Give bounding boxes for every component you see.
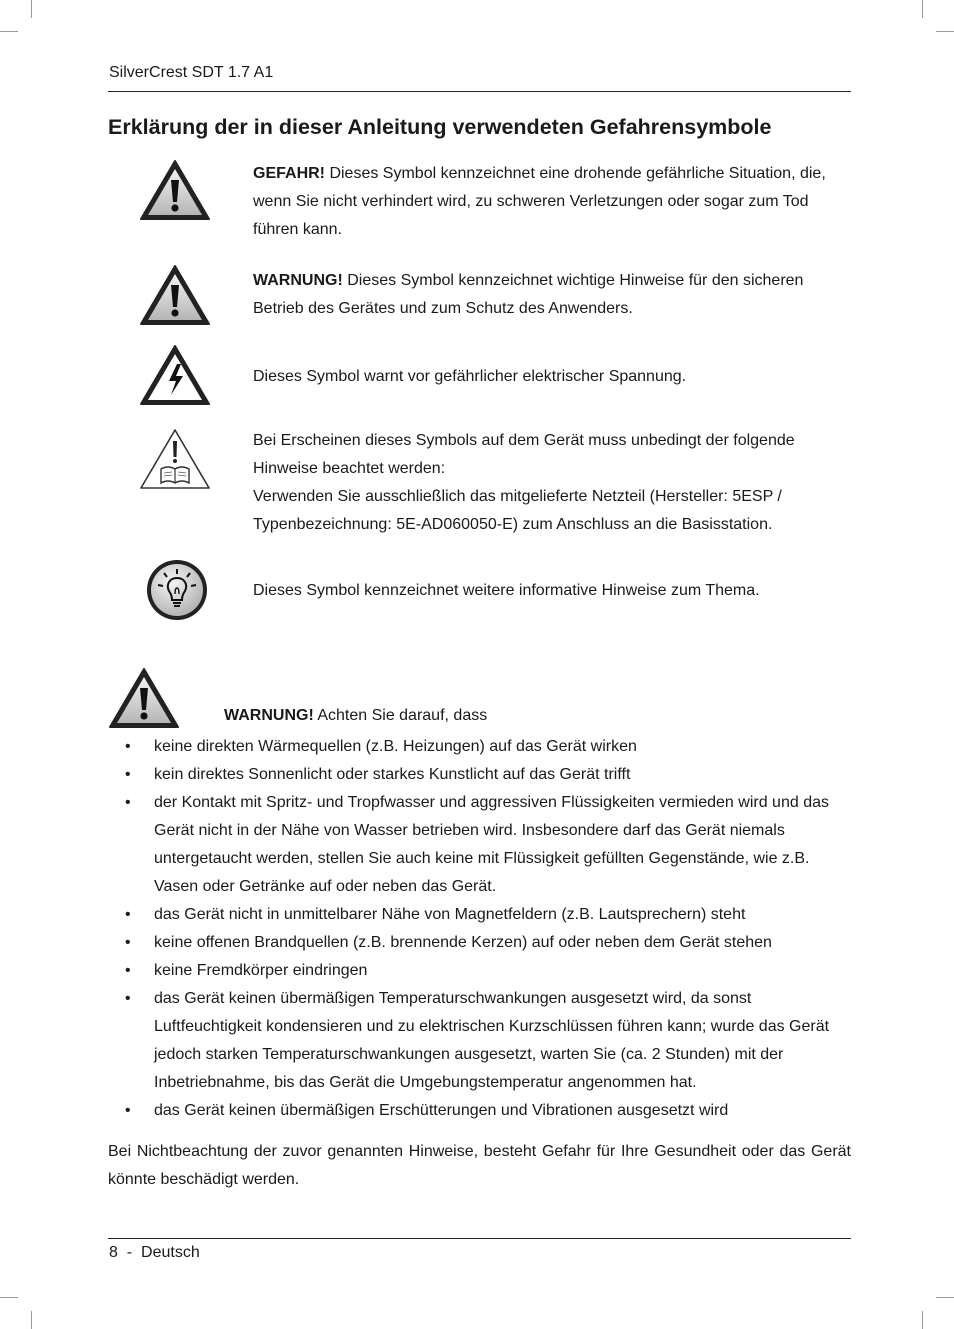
symbol-row-info (109, 558, 851, 624)
header-rule (108, 91, 851, 92)
list-item: • kein direktes Sonnenlicht oder starkes Kunstlicht auf das Gerät trifft (108, 761, 853, 789)
footer-separator: - (126, 1244, 133, 1261)
footer-language: Deutsch (141, 1244, 200, 1261)
crop-mark (31, 1311, 32, 1329)
crop-mark (922, 0, 923, 18)
symbol-label: GEFAHR! (253, 165, 325, 182)
read-manual-icon (139, 427, 211, 496)
symbol-text: Dieses Symbol kennzeichnet eine drohende gefährliche Situation, die, wenn Sie nicht verhindert wird, zu schweren Verletzungen oder sogar zum Tod führen kann. (253, 165, 826, 238)
crop-mark (0, 1297, 18, 1298)
symbol-label: WARNUNG! (253, 272, 343, 289)
symbol-description: Dieses Symbol warnt vor gefährlicher elektrischer Spannung. (253, 368, 687, 385)
list-item: • keine offenen Brandquellen (z.B. brennende Kerzen) auf oder neben dem Gerät stehen (108, 929, 853, 957)
symbol-text: Dieses Symbol kennzeichnet wichtige Hinweise für den sicheren Betrieb des Gerätes und zum Schutz des Anwenders. (253, 272, 804, 317)
list-item: • das Gerät keinen übermäßigen Erschütterungen und Vibrationen ausgesetzt wird (108, 1097, 853, 1125)
crop-mark (0, 31, 18, 32)
list-item: • keine direkten Wärmequellen (z.B. Heizungen) auf das Gerät wirken (108, 733, 853, 761)
high-voltage-icon (139, 343, 211, 412)
warning-intro-text: Achten Sie darauf, dass (313, 707, 488, 724)
info-lightbulb-icon (145, 558, 209, 627)
list-item: • keine Fremdkörper eindringen (108, 957, 853, 985)
page-footer (109, 1243, 200, 1263)
document-header-title: SilverCrest SDT 1.7 A1 (109, 64, 274, 81)
page-number: 8 (109, 1244, 118, 1261)
symbol-row-manual (109, 427, 851, 547)
list-item: • der Kontakt mit Spritz- und Tropfwasser und aggressiven Flüssigkeiten vermieden wird und das Gerät nicht in der Nähe von Wasser betrieben wird. Insbesondere darf das Gerät niemals untergetaucht werden, stellen Sie auch keine mit Flüssigkeit gefüllten Gegenstände, wie z.B. Vasen oder Getränke auf oder neben das Gerät. (108, 789, 853, 901)
warning-triangle-icon (139, 263, 211, 332)
list-item: • das Gerät nicht in unmittelbarer Nähe von Magnetfeldern (z.B. Lautsprechern) steht (108, 901, 853, 929)
symbol-description (253, 267, 843, 323)
symbol-description: Dieses Symbol kennzeichnet weitere informative Hinweise zum Thema. (253, 582, 760, 599)
crop-mark (31, 0, 32, 18)
footer-rule (108, 1238, 851, 1239)
symbol-row-danger (109, 158, 851, 248)
warning-bullet-list (108, 733, 853, 1125)
crop-mark (922, 1311, 923, 1329)
crop-mark (936, 31, 954, 32)
warning-label: WARNUNG! (224, 707, 314, 724)
symbol-description (253, 160, 843, 244)
warning-triangle-icon (108, 666, 180, 735)
closing-paragraph: Bei Nichtbeachtung der zuvor genannten Hinweise, besteht Gefahr für Ihre Gesundheit oder das Gerät könnte beschädigt werden. (108, 1143, 851, 1188)
danger-warning-triangle-icon (139, 158, 211, 227)
section-heading: Erklärung der in dieser Anleitung verwendeten Gefahrensymbole (108, 115, 772, 139)
symbol-description-extra: Verwenden Sie ausschließlich das mitgelieferte Netzteil (Hersteller: 5ESP / Typenbezeichnung: 5E-AD060050-E) zum Anschluss an die Basisstation. (253, 488, 782, 533)
list-item: • das Gerät keinen übermäßigen Temperaturschwankungen ausgesetzt wird, da sonst Luftfeuchtigkeit kondensieren und zu elektrischen Kurzschlüssen führen kann; wurde das Gerät jedoch starken Temperaturschwankungen ausgesetzt, warten Sie (ca. 2 Stunden) mit der Inbetriebnahme, bis das Gerät die Umgebungstemperatur angenommen hat. (108, 985, 853, 1097)
symbol-row-voltage (109, 343, 851, 409)
symbol-row-warning (109, 261, 851, 331)
warning-intro (224, 702, 487, 730)
symbol-description: Bei Erscheinen dieses Symbols auf dem Gerät muss unbedingt der folgende Hinweise beachtet werden: (253, 432, 795, 477)
crop-mark (936, 1297, 954, 1298)
